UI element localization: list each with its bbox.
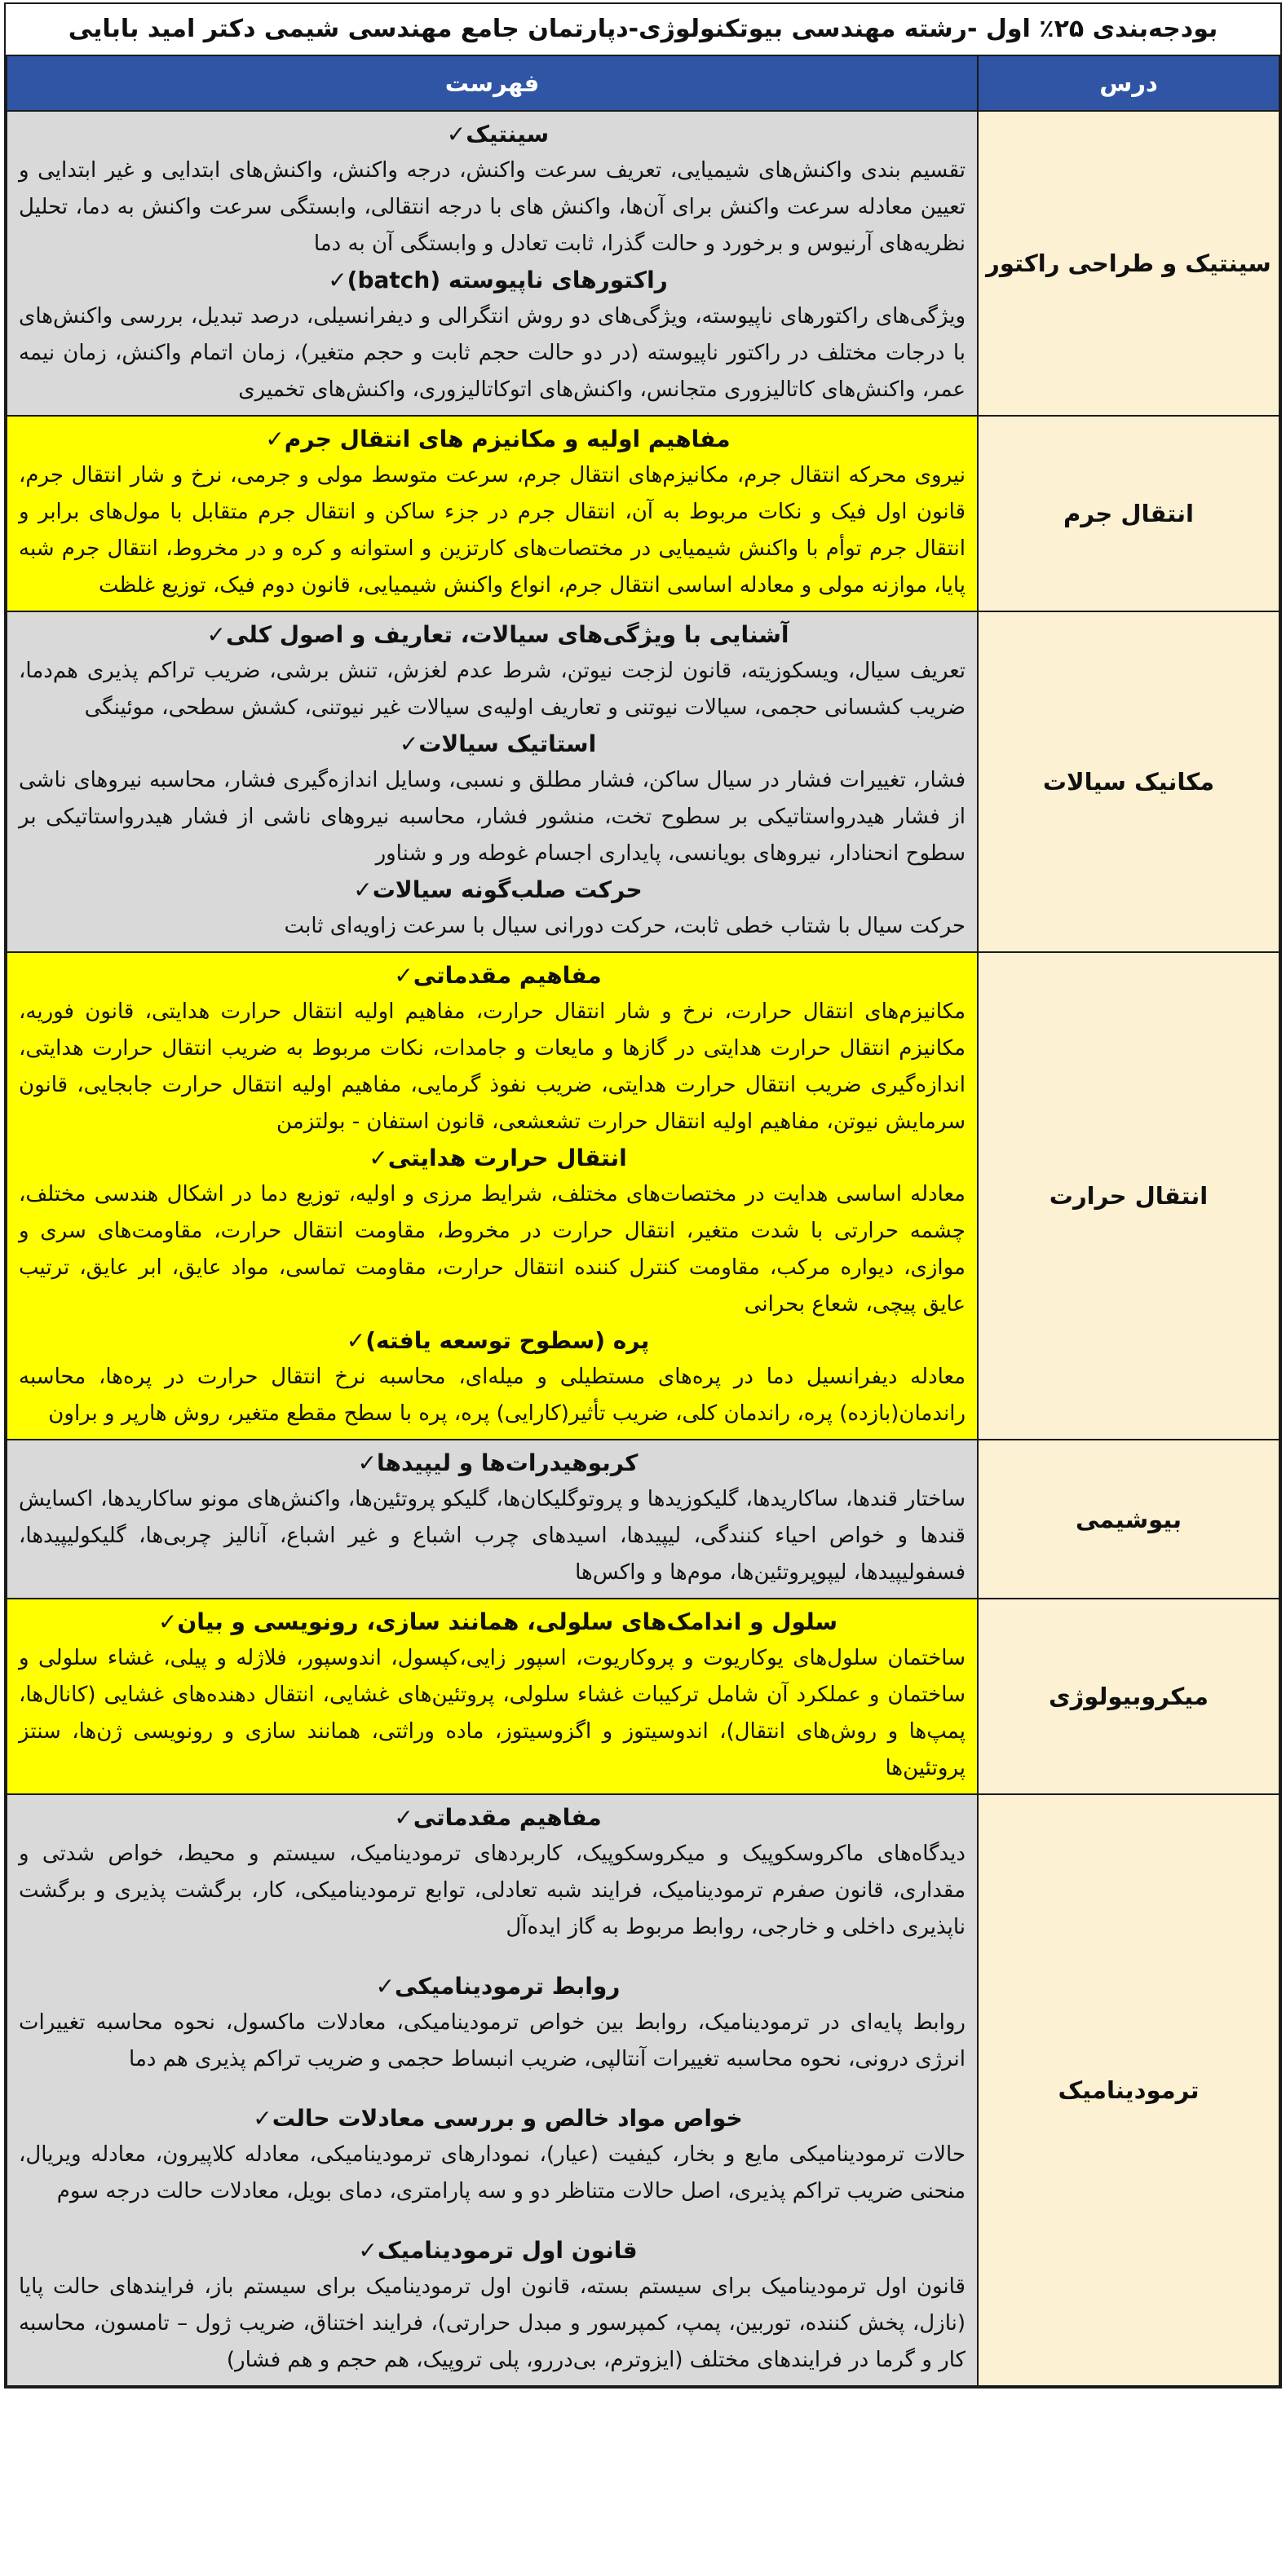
table-row — [7, 1440, 1279, 1599]
topic-title: استاتیک سیالات — [418, 730, 597, 757]
contents-cell — [7, 1599, 978, 1794]
topic-heading — [19, 1323, 966, 1359]
topic-description: ساختمان سلول‌های یوکاریوت و پروکاریوت، اسپور زایی،کپسول، اندوسپور، فلاژله و پیلی، غشاء سلولی و ساختمان و عملکرد آن شامل ترکیبات غشاء سلولی، پروتئین‌های غشایی، انتقال دهنده‌های غشایی (کانال‌ها، پمپ‌ها و روش‌های انتقال)، اندوسیتوز و اگزوسیتوز، ماده وراثتی، همانند سازی و رونویسی ژن‌ها، سنتز پروتئین‌ها — [19, 1646, 966, 1780]
table-row — [7, 611, 1279, 952]
topic-heading — [19, 2233, 966, 2269]
section-spacer — [19, 2078, 966, 2101]
check-icon: ✓ — [328, 267, 347, 293]
topic-title: مفاهیم مقدماتی — [413, 962, 602, 989]
topic-title: پره (سطوح توسعه یافته) — [365, 1327, 650, 1354]
topic-title: مفاهیم اولیه و مکانیزم های انتقال جرم — [284, 426, 731, 452]
topic-title: قانون اول ترمودینامیک — [377, 2237, 638, 2264]
subject-cell: انتقال جرم — [978, 416, 1279, 611]
contents-column-header: فهرست — [7, 56, 978, 111]
check-icon: ✓ — [346, 1327, 366, 1354]
check-icon: ✓ — [394, 1804, 413, 1831]
check-icon: ✓ — [357, 1449, 378, 1476]
subject-cell: مکانیک سیالات — [978, 611, 1279, 952]
contents-cell — [7, 1794, 978, 2386]
topic-heading — [19, 958, 966, 994]
topic-title: انتقال حرارت هدایتی — [387, 1145, 627, 1171]
topic-description: حالات ترمودینامیکی مایع و بخار، کیفیت (عیار)، نمودارهای ترمودینامیکی، معادله کلاپیرون، معادله ویریال، منحنی ضریب تراکم پذیری، اصل حالات متناظر دو و سه پارامتری، دمای بویل، معادلات حالت درجه سوم — [19, 2142, 966, 2203]
topic-heading — [19, 117, 966, 152]
topic-heading — [19, 1140, 966, 1176]
topic-description: نیروی محرکه انتقال جرم، مکانیزم‌های انتقال جرم، سرعت متوسط مولی و جرمی، نرخ و شار انتقال جرم، قانون اول فیک و نکات مربوط به آن، انتقال جرم در جزء ساکن و انتقال جرم متقابل با مول‌های برابر و انتقال جرم توأم با واکنش شیمیایی در مختصات‌های کارتزین و استوانه و کره و در مخروط، انتقال جرم شبه پایا، موازنه مولی و معادله اساسی انتقال جرم، انواع واکنش شیمیایی، قانون دوم فیک، توزیع غلظت — [19, 463, 966, 598]
check-icon: ✓ — [369, 1145, 388, 1171]
syllabus-table — [6, 56, 1280, 2387]
table-body — [7, 111, 1279, 2386]
contents-cell — [7, 111, 978, 416]
subject-cell: سینتیک و طراحی راکتور — [978, 111, 1279, 416]
check-icon: ✓ — [358, 2237, 378, 2264]
topic-heading — [19, 726, 966, 762]
page-title: بودجه‌بندی ۲۵٪ اول -رشته مهندسی بیوتکنولوژی-دپارتمان جامع مهندسی شیمی دکتر امید بابایی — [6, 4, 1280, 56]
subject-cell: انتقال حرارت — [978, 952, 1279, 1440]
topic-heading — [19, 1445, 966, 1481]
table-row — [7, 1599, 1279, 1794]
topic-description: معادله اساسی هدایت در مختصات‌های مختلف، شرایط مرزی و اولیه، توزیع دما در اشکال هندسی مختلف، چشمه حرارتی با شدت متغیر، انتقال حرارت در مخروط، مقاومت انتقال حرارت، مقاومت‌های سری و موازی، دیواره مرکب، مقاومت کنترل کننده انتقال حرارت، مقاومت تماسی، مواد عایق، ابر عایق، ترتیب عایق پیچی، شعاع بحرانی — [19, 1182, 966, 1317]
contents-cell — [7, 416, 978, 611]
check-icon: ✓ — [394, 962, 413, 989]
subject-cell: ترمودینامیک — [978, 1794, 1279, 2386]
topic-title: سلول و اندامک‌های سلولی، همانند سازی، رونویسی و بیان — [177, 1608, 838, 1635]
topic-heading — [19, 1604, 966, 1640]
contents-cell — [7, 1440, 978, 1599]
topic-heading — [19, 872, 966, 908]
table-header-row — [7, 56, 1279, 111]
topic-heading — [19, 2101, 966, 2137]
topic-title: مفاهیم مقدماتی — [413, 1804, 602, 1831]
topic-title: سینتیک — [466, 121, 550, 148]
check-icon: ✓ — [253, 2105, 272, 2132]
topic-heading — [19, 262, 966, 298]
topic-description: معادله دیفرانسیل دما در پره‌های مستطیلی و میله‌ای، محاسبه نرخ انتقال حرارت در پره‌ها، محاسبه راندمان(بازده) پره، راندمان کلی، ضریب تأثیر(کارایی) پره، پره با سطح مقطع متغیر، روش هارپر و براون — [19, 1365, 966, 1426]
check-icon: ✓ — [399, 730, 419, 757]
topic-title: حرکت صلب‌گونه سیالات — [372, 876, 643, 903]
topic-heading — [19, 1969, 966, 2005]
topic-heading — [19, 1800, 966, 1836]
topic-description: تقسیم بندی واکنش‌های شیمیایی، تعریف سرعت واکنش، درجه واکنش، واکنش‌های ابتدایی و غیر ابتدایی و تعیین معادله سرعت واکنش برای آن‌ها، واکنش های با درجه انتقالی، وابستگی سرعت واکنش به دما، تحلیل نظریه‌های آرنیوس و برخورد و حالت گذرا، ثابت تعادل و وابستگی آن به دما — [19, 158, 966, 256]
check-icon: ✓ — [353, 876, 373, 903]
check-icon: ✓ — [265, 426, 285, 452]
section-spacer — [19, 1946, 966, 1969]
topic-title: روابط ترمودینامیکی — [395, 1973, 621, 2000]
table-row — [7, 952, 1279, 1440]
topic-description: تعریف سیال، ویسکوزیته، قانون لزجت نیوتن، شرط عدم لغزش، تنش برشی، ضریب تراکم پذیری هم‌دما، ضریب کشسانی حجمی، سیالات نیوتنی و تعاریف اولیه‌ی سیالات غیر نیوتنی، کشش سطحی، موئینگی — [19, 659, 966, 720]
topic-description: دیدگاه‌های ماکروسکوپیک و میکروسکوپیک، کاربردهای ترمودینامیک، سیستم و محیط، خواص شدتی و مقداری، قانون صفرم ترمودینامیک، فرایند شبه تعادلی، توابع ترمودینامیکی، کار، برگشت پذیری و برگشت ناپذیری داخلی و خارجی، روابط مربوط به گاز ایده‌آل — [19, 1842, 966, 1939]
subject-column-header: درس — [978, 56, 1279, 111]
contents-cell — [7, 611, 978, 952]
check-icon: ✓ — [206, 621, 226, 648]
document-sheet — [4, 2, 1282, 2389]
check-icon: ✓ — [375, 1973, 396, 2000]
topic-title: خواص مواد خالص و بررسی معادلات حالت — [272, 2105, 743, 2132]
subject-cell: میکروبیولوژی — [978, 1599, 1279, 1794]
check-icon: ✓ — [446, 121, 466, 148]
table-row — [7, 416, 1279, 611]
topic-description: قانون اول ترمودینامیک برای سیستم بسته، قانون اول ترمودینامیک برای سیستم باز، فرایندهای حالت پایا (نازل، پخش کننده، توربین، پمپ، کمپرسور و مبدل حرارتی)، فرایند اختناق، ضریب ژول – تامسون، محاسبه کار و گرما در فرایندهای مختلف (ایزوترم، بی‌دررو، پلی تروپیک، هم حجم و هم فشار) — [19, 2274, 966, 2372]
section-spacer — [19, 2210, 966, 2233]
topic-description: مکانیزم‌های انتقال حرارت، نرخ و شار انتقال حرارت، مفاهیم اولیه انتقال حرارت هدایتی، قانون فوریه، مکانیزم انتقال حرارت هدایتی در گازها و مایعات و جامدات، نکات مربوط به ضریب انتقال حرارت هدایتی، اندازه‌گیری ضریب انتقال حرارت هدایتی، ضریب نفوذ گرمایی، مفاهیم اولیه انتقال حرارت جابجایی، قانون سرمایش نیوتن، مفاهیم اولیه انتقال حرارت تشعشعی، قانون استفان - بولتزمن — [19, 999, 966, 1134]
topic-title: آشنایی با ویژگی‌های سیالات، تعاریف و اصول کلی — [225, 621, 789, 648]
check-icon: ✓ — [157, 1608, 178, 1635]
table-row — [7, 111, 1279, 416]
topic-description: حرکت سیال با شتاب خطی ثابت، حرکت دورانی سیال با سرعت زاویه‌ای ثابت — [284, 914, 966, 938]
topic-description: فشار، تغییرات فشار در سیال ساکن، فشار مطلق و نسبی، وسایل اندازه‌گیری فشار، محاسبه نیروهای ناشی از فشار هیدرواستاتیکی بر سطوح تخت، منشور فشار، محاسبه نیروهای ناشی از فشار هیدرواستاتیکی بر سطوح انحنادار، نیروهای بویانسی، پایداری اجسام غوطه ور و شناور — [19, 768, 966, 866]
topic-heading — [19, 617, 966, 653]
topic-description: ساختار قندها، ساکاریدها، گلیکوزیدها و پروتوگلیکان‌ها، گلیکو پروتئین‌ها، واکنش‌های مونو ساکاریدها، اکسایش قندها و خواص احیاء کنندگی، لیپیدها، اسیدهای چرب اشباع و غیر اشباع، آنالیز چربی‌ها، گلیکولیپیدها، فسفولیپیدها، لیپوپروتئین‌ها، موم‌ها و واکس‌ها — [19, 1487, 966, 1585]
contents-cell — [7, 952, 978, 1440]
topic-description: روابط پایه‌ای در ترمودینامیک، روابط بین خواص ترمودینامیکی، معادلات ماکسول، نحوه محاسبه تغییرات انرژی درونی، نحوه محاسبه تغییرات آنتالپی، ضریب انبساط حجمی و ضریب تراکم پذیری هم دما — [19, 2010, 966, 2071]
table-row — [7, 1794, 1279, 2386]
topic-title: کربوهیدرات‌ها و لیپیدها — [377, 1449, 639, 1476]
topic-description: ویژگی‌های راکتورهای ناپیوسته، ویژگی‌های دو روش انتگرالی و دیفرانسیلی، درصد تبدیل، بررسی واکنش‌های با درجات مختلف در راکتور ناپیوسته (در دو حالت حجم ثابت و حجم متغیر)، زمان اتمام واکنش، زمان نیمه عمر، واکنش‌های کاتالیزوری متجانس، واکنش‌های اتوکاتالیزوری، واکنش‌های تخمیری — [19, 304, 966, 402]
topic-title: راکتورهای ناپیوسته (batch) — [347, 267, 668, 293]
subject-cell: بیوشیمی — [978, 1440, 1279, 1599]
topic-heading — [19, 421, 966, 457]
